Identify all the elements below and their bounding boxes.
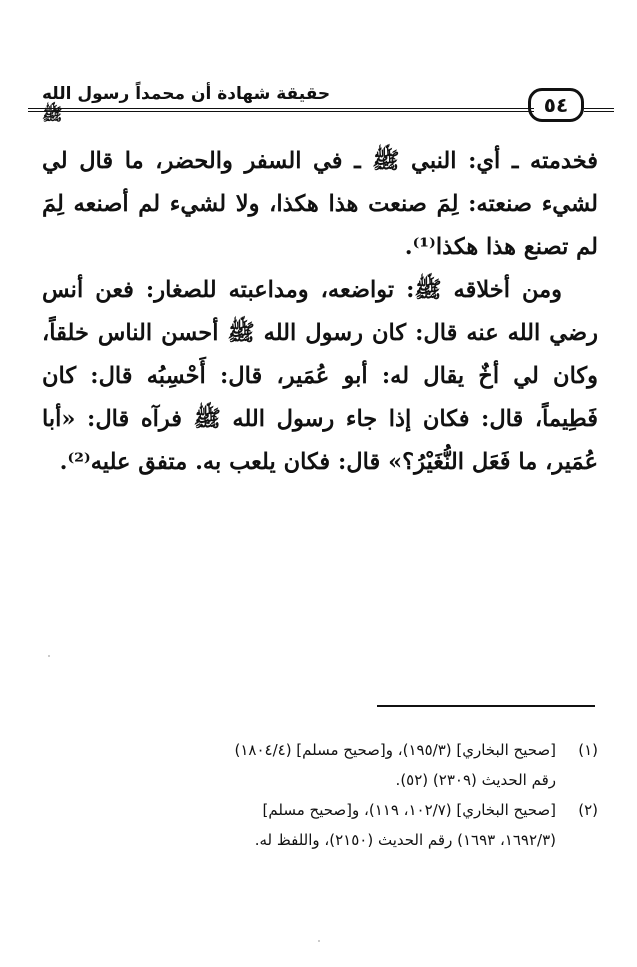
footnote <box>42 795 598 855</box>
page-number: ٥٤ <box>528 88 584 122</box>
paragraph: فخدمته ـ أي: النبي ﷺ ـ في السفر والحضر، ما قال لي لشيء صنعته: لِمَ صنعت هذا هكذا، ولا لشيء لم أصنعه لِمَ لم تصنع هذا هكذا⁽¹⁾. <box>42 148 598 260</box>
footnote-separator <box>377 705 595 707</box>
footnote-text <box>42 735 556 795</box>
scan-speck <box>48 655 50 657</box>
header-rule-tail <box>584 108 614 116</box>
footnote-number: (٢) <box>578 801 598 819</box>
running-header <box>20 78 618 126</box>
footnote-line: (١٦٩٢/٣، ١٦٩٣) رقم الحديث (٢١٥٠)، واللفظ له. <box>254 831 556 849</box>
footnote-line: رقم الحديث (٢٣٠٩) (٥٢). <box>395 771 556 789</box>
header-rule <box>28 108 534 116</box>
paragraph: ومن أخلاقه ﷺ: تواضعه، ومداعبته للصغار: فعن أنس رضي الله عنه قال: كان رسول الله ﷺ أحسن الناس خلقاً، وكان لي أخٌ يقال له: أبو عُمَير، قال: أَحْسِبُه قال: كان فَطِيماً، قال: فكان إذا جاء رسول الله ﷺ فرآه قال: «أبا عُمَير، ما فَعَل النُّغَيْرُ؟» قال: فكان يلعب به. متفق عليه⁽²⁾. <box>42 277 598 475</box>
footnote-line: [صحيح البخاري] (١٠٢/٧، ١١٩)، و[صحيح مسلم] <box>262 801 556 819</box>
footnotes <box>42 735 598 855</box>
main-text <box>42 140 598 484</box>
running-title: حقيقة شهادة أن محمداً رسول الله ﷺ <box>42 84 331 125</box>
footnote-number: (١) <box>578 741 598 759</box>
footnote <box>42 735 598 795</box>
footnote-line: [صحيح البخاري] (١٩٥/٣)، و[صحيح مسلم] (١٨٠٤/٤) <box>234 741 556 759</box>
scan-speck <box>318 940 320 942</box>
footnote-text <box>42 795 556 855</box>
